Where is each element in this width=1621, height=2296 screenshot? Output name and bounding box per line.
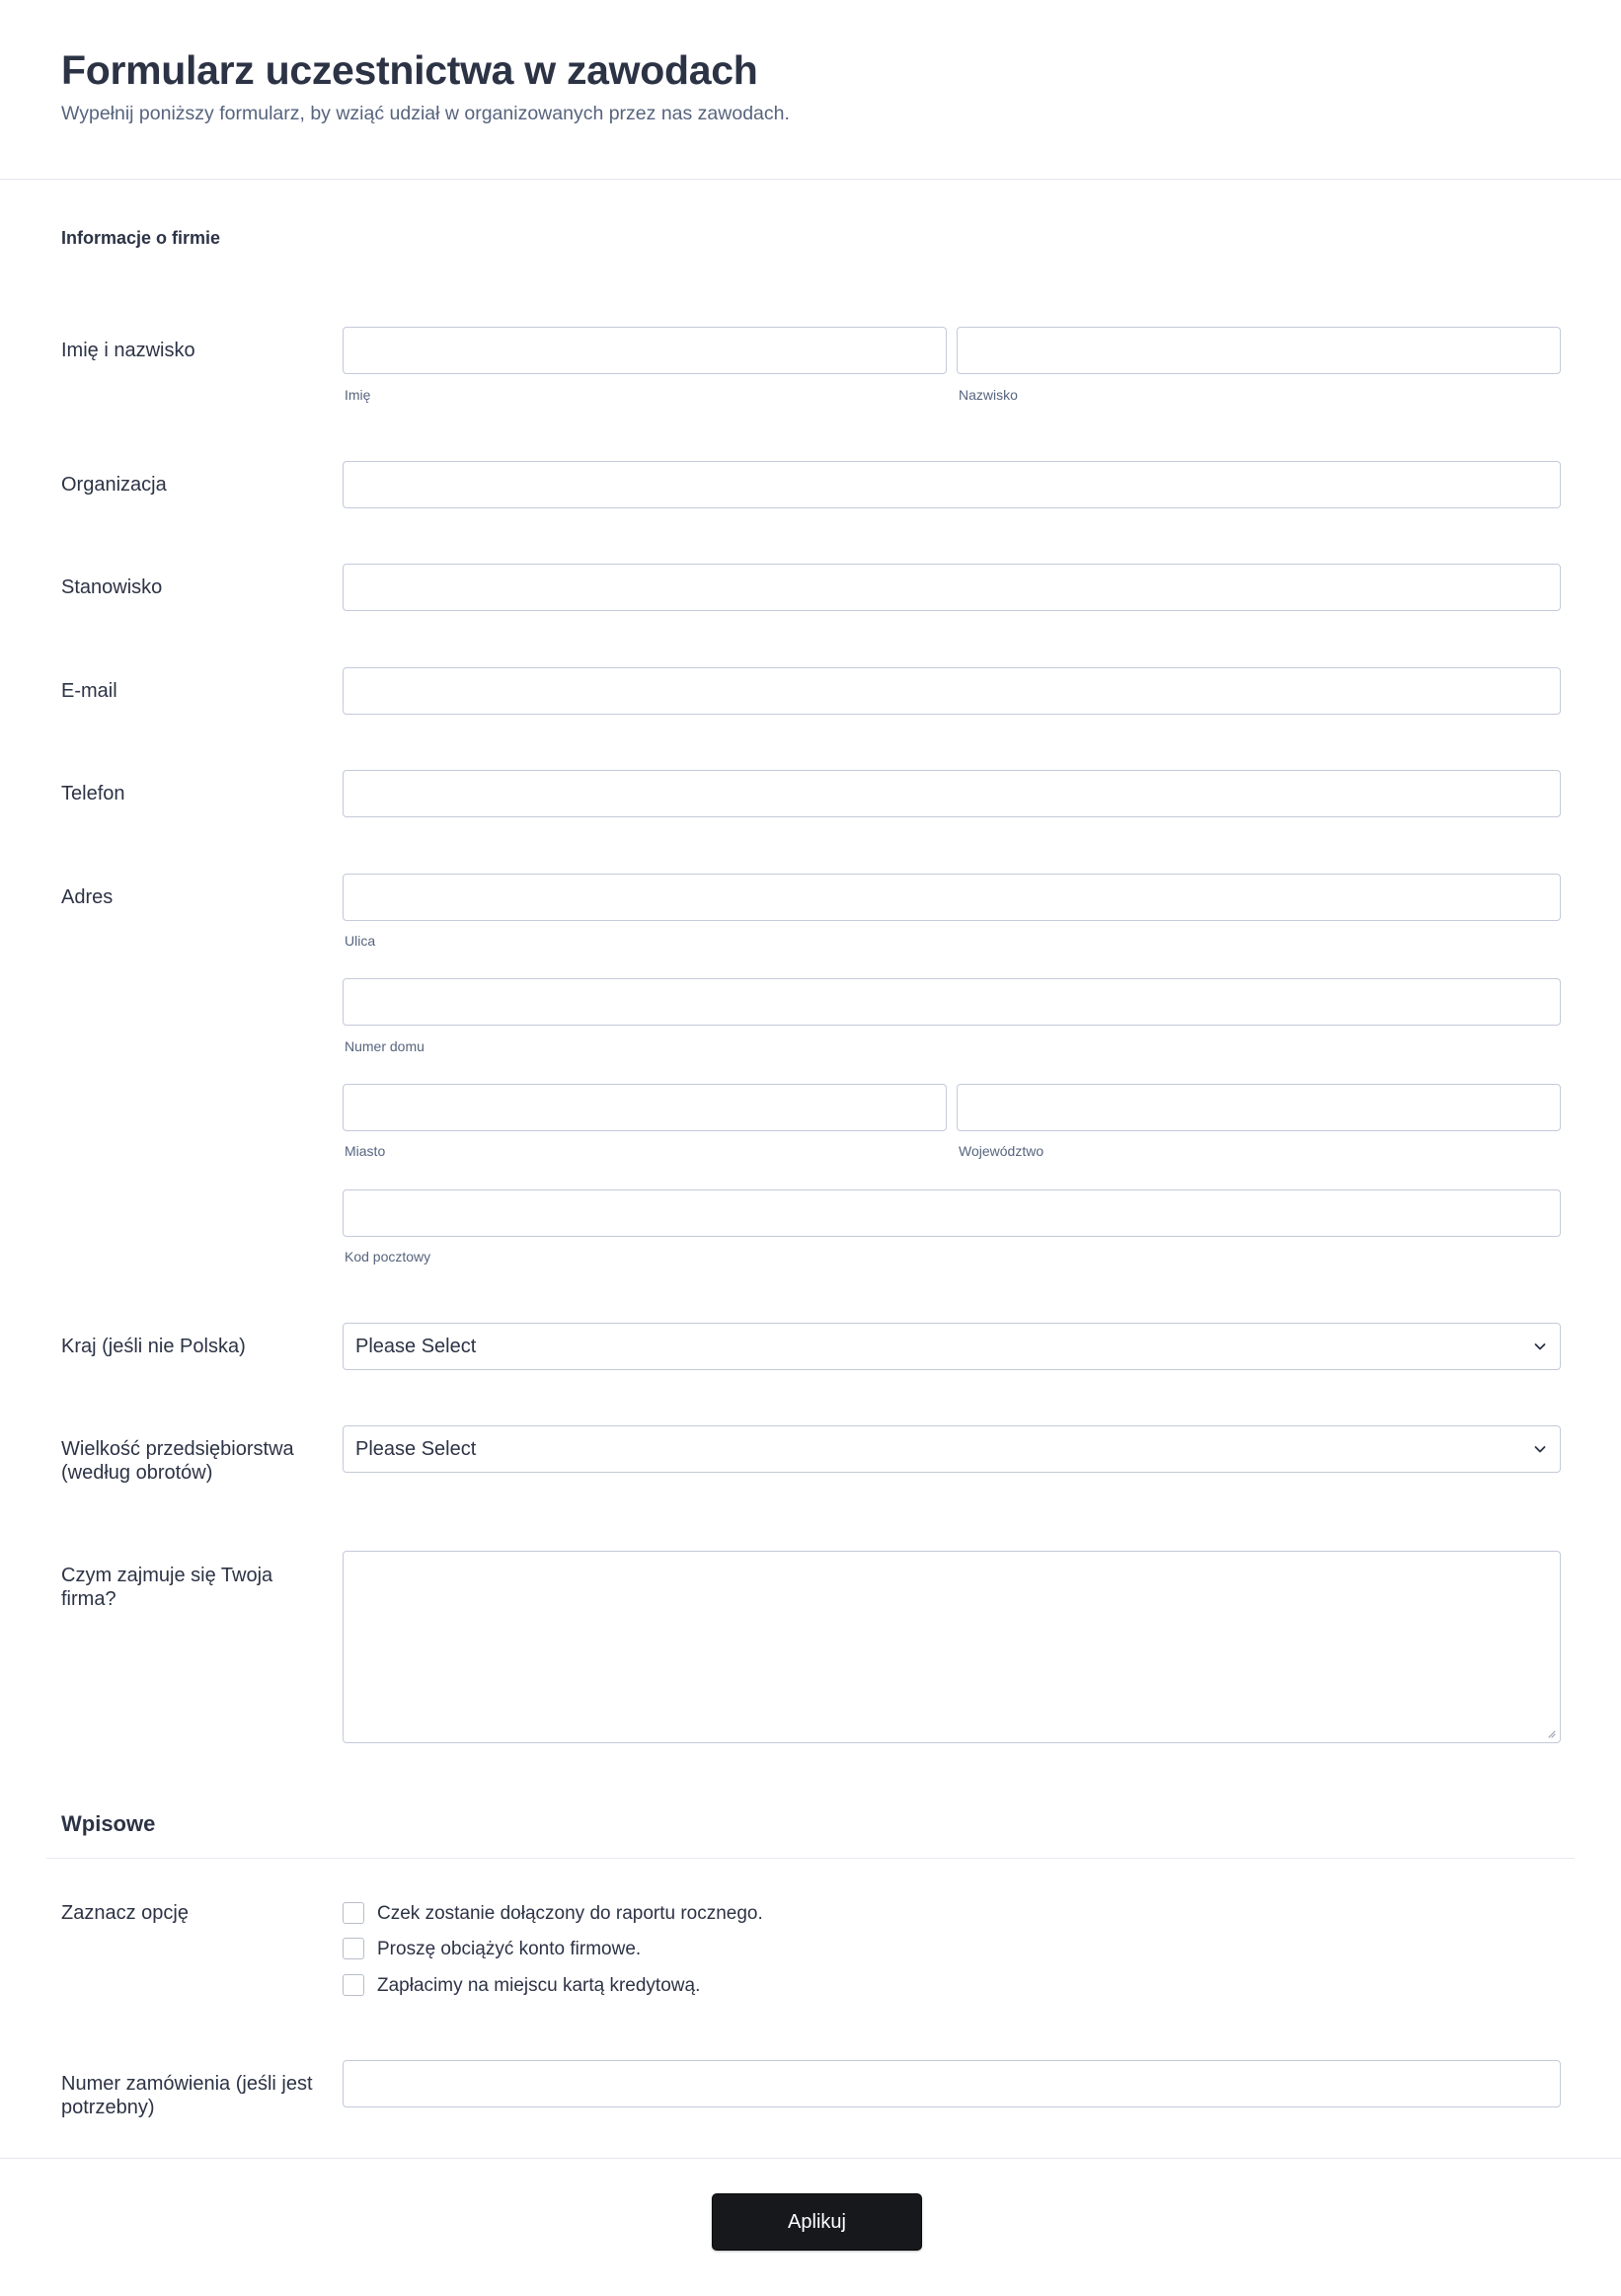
first-name-input[interactable] (343, 327, 947, 374)
page-subtitle: Wypełnij poniższy formularz, by wziąć udział w organizowanych przez nas zawodach. (61, 103, 790, 124)
company-activity-label: Czym zajmuje się Twoja firma? (61, 1565, 273, 1610)
last-name-sublabel: Nazwisko (959, 387, 1018, 403)
option-label-company-account: Proszę obciążyć konto firmowe. (377, 1939, 642, 1959)
country-label: Kraj (jeśli nie Polska) (61, 1336, 246, 1357)
submit-button[interactable]: Aplikuj (712, 2193, 922, 2251)
position-label: Stanowisko (61, 576, 163, 598)
options-label: Zaznacz opcję (61, 1902, 189, 1924)
section-divider (46, 1858, 1575, 1859)
option-checkbox-credit-card[interactable] (343, 1974, 364, 1996)
chevron-down-icon (1532, 1339, 1548, 1354)
street-sublabel: Ulica (345, 933, 376, 949)
country-select[interactable] (343, 1323, 1561, 1370)
page-title: Formularz uczestnictwa w zawodach (61, 47, 758, 93)
address-label: Adres (61, 886, 114, 908)
order-number-input[interactable] (343, 2060, 1561, 2107)
option-label-cheque: Czek zostanie dołączony do raportu rocznego. (377, 1903, 763, 1924)
section-heading-fee: Wpisowe (61, 1811, 156, 1836)
phone-input[interactable] (343, 770, 1561, 817)
house-number-sublabel: Numer domu (345, 1038, 425, 1054)
resize-handle-icon[interactable] (1546, 1728, 1556, 1738)
footer-divider (0, 2158, 1621, 2159)
company-size-label: Wielkość przedsiębiorstwa (według obrotów) (61, 1438, 294, 1484)
province-input[interactable] (957, 1084, 1561, 1131)
postal-code-input[interactable] (343, 1189, 1561, 1237)
position-input[interactable] (343, 564, 1561, 611)
house-number-input[interactable] (343, 978, 1561, 1026)
first-name-sublabel: Imię (345, 387, 371, 403)
email-input[interactable] (343, 667, 1561, 715)
option-label-credit-card: Zapłacimy na miejscu kartą kredytową. (377, 1975, 701, 1996)
city-input[interactable] (343, 1084, 947, 1131)
option-checkbox-company-account[interactable] (343, 1938, 364, 1959)
organization-input[interactable] (343, 461, 1561, 508)
street-input[interactable] (343, 874, 1561, 921)
chevron-down-icon (1532, 1441, 1548, 1457)
province-sublabel: Województwo (959, 1143, 1044, 1159)
form-header (0, 0, 1621, 180)
city-sublabel: Miasto (345, 1143, 386, 1159)
name-label: Imię i nazwisko (61, 340, 195, 361)
postal-code-sublabel: Kod pocztowy (345, 1249, 431, 1264)
company-activity-textarea[interactable] (343, 1551, 1561, 1743)
company-size-select-value: Please Select (355, 1437, 477, 1460)
email-label: E-mail (61, 680, 117, 702)
option-checkbox-cheque[interactable] (343, 1902, 364, 1924)
order-number-label: Numer zamówienia (jeśli jest potrzebny) (61, 2073, 313, 2118)
organization-label: Organizacja (61, 474, 167, 496)
section-heading-company: Informacje o firmie (61, 228, 221, 248)
company-size-select[interactable] (343, 1425, 1561, 1473)
country-select-value: Please Select (355, 1335, 477, 1357)
phone-label: Telefon (61, 783, 125, 804)
last-name-input[interactable] (957, 327, 1561, 374)
